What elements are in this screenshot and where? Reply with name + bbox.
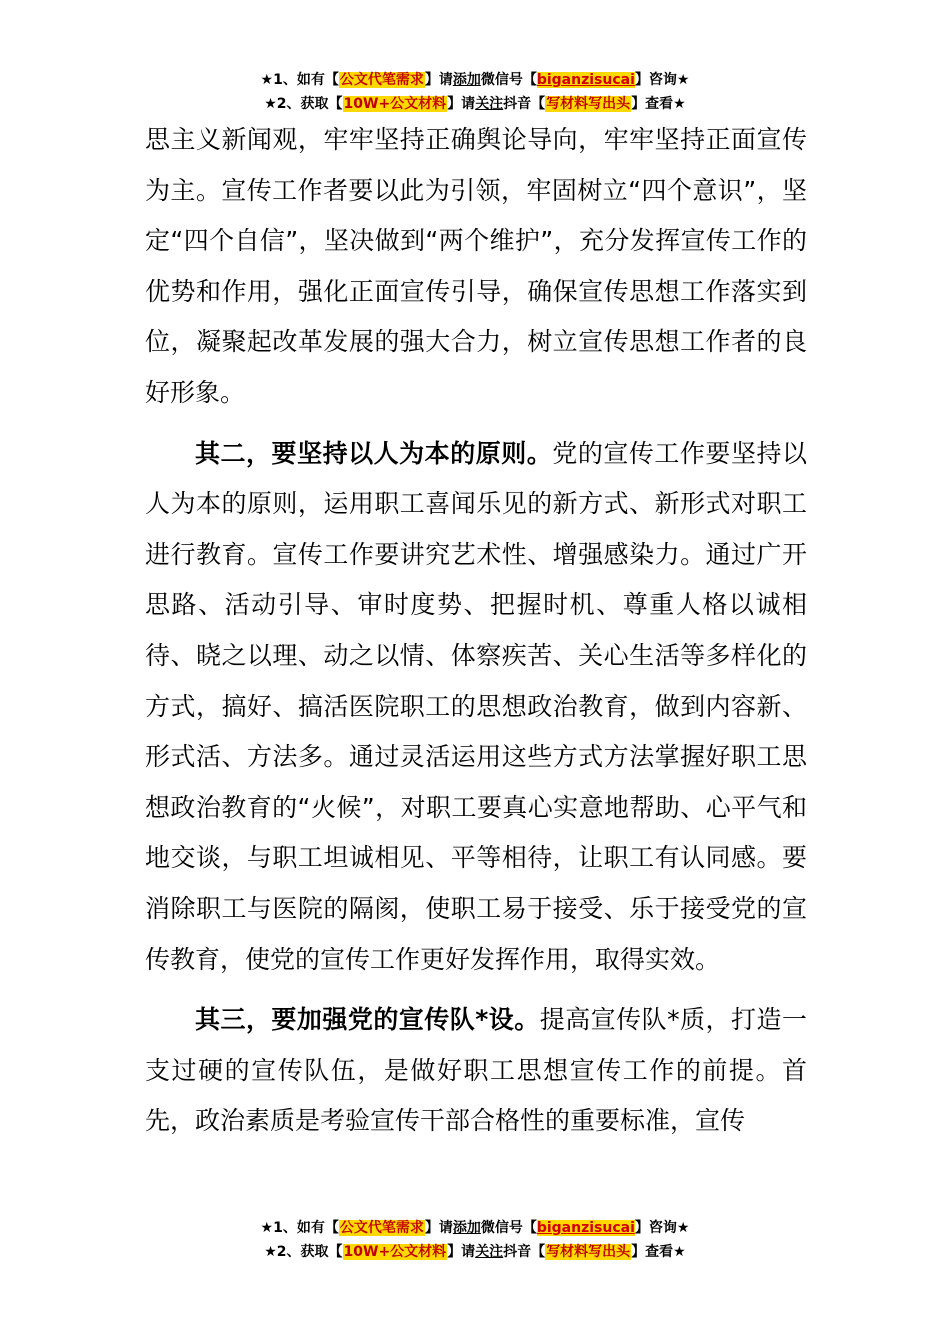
header-douyin-account: 写材料写出头 xyxy=(546,96,631,112)
footer-douyin-account: 写材料写出头 xyxy=(546,1244,631,1260)
footer-line1-suffix: 】咨询★ xyxy=(634,1220,690,1236)
footer-line-2 xyxy=(0,1240,950,1264)
paragraph-2-lead: 其二，要坚持以人为本的原则。 xyxy=(195,438,553,468)
footer-line2-highlight-materials: 10W+公文材料 xyxy=(343,1244,447,1260)
header-banner xyxy=(0,68,950,116)
header-line2-prefix: ★2、获取【 xyxy=(264,96,343,112)
footer-line1-middle2: 微信号【 xyxy=(480,1220,537,1236)
header-line2-middle2: 抖音【 xyxy=(503,96,546,112)
header-line1-suffix: 】咨询★ xyxy=(634,72,690,88)
footer-line2-suffix: 】查看★ xyxy=(631,1244,686,1260)
footer-line2-middle: 】请 xyxy=(447,1244,476,1260)
document-body xyxy=(145,115,807,1147)
paragraph-1: 思主义新闻观，牢牢坚持正确舆论导向，牢牢坚持正面宣传为主。宣传工作者要以此为引领，牢固树立“四个意识”，坚定“四个自信”，坚决做到“两个维护”，充分发挥宣传工作的优势和作用，强化正面宣传引导，确保宣传思想工作落实到位，凝聚起改革发展的强大合力，树立宣传思想工作者的良好形象。 xyxy=(145,125,807,407)
footer-line-1 xyxy=(0,1216,950,1240)
footer-line1-middle: 】请 xyxy=(424,1220,453,1236)
footer-line2-prefix: ★2、获取【 xyxy=(264,1244,343,1260)
footer-banner xyxy=(0,1216,950,1264)
paragraph-3-lead: 其三，要加强党的宣传队*设。 xyxy=(195,1005,540,1035)
paragraph-2-text: 党的宣传工作要坚持以人为本的原则，运用职工喜闻乐见的新方式、新形式对职工进行教育。宣传工作要讲究艺术性、增强感染力。通过广开思路、活动引导、审时度势、把握时机、尊重人格以诚相待、晓之以理、动之以情、体察疾苦、关心生活等多样化的方式，搞好、搞活医院职工的思想政治教育，做到内容新、形式活、方法多。通过灵活运用这些方式方法掌握好职工思想政治教育的“火候”，对职工要真心实意地帮助、心平气和地交谈，与职工坦诚相见、平等相待，让职工有认同感。要消除职工与医院的隔阂，使职工易于接受、乐于接受党的宣传教育，使党的宣传工作更好发挥作用，取得实效。 xyxy=(145,438,807,974)
paragraph-2 xyxy=(145,429,807,986)
header-line1-middle2: 微信号【 xyxy=(480,72,537,88)
header-line2-suffix: 】查看★ xyxy=(631,96,686,112)
header-line-1 xyxy=(0,68,950,92)
header-line-2 xyxy=(0,92,950,116)
footer-line1-prefix: ★1、如有【 xyxy=(260,1220,339,1236)
footer-line1-underlined: 添加 xyxy=(452,1220,481,1236)
footer-line2-middle2: 抖音【 xyxy=(503,1244,546,1260)
footer-line2-underlined: 关注 xyxy=(475,1244,504,1260)
footer-line1-highlight-service: 公文代笔需求 xyxy=(339,1220,424,1236)
header-line2-highlight-materials: 10W+公文材料 xyxy=(343,96,447,112)
header-line1-underlined: 添加 xyxy=(452,72,481,88)
header-line1-prefix: ★1、如有【 xyxy=(260,72,339,88)
header-line1-highlight-service: 公文代笔需求 xyxy=(339,72,424,88)
header-line2-middle: 】请 xyxy=(447,96,476,112)
header-line2-underlined: 关注 xyxy=(475,96,504,112)
paragraph-3-text: 提高宣传队*质，打造一支过硬的宣传队伍，是做好职工思想宣传工作的前提。首先，政治素质是考验宣传干部合格性的重要标准，宣传 xyxy=(145,1005,807,1136)
paragraph-3 xyxy=(145,995,807,1147)
footer-wechat-id: biganzisucai xyxy=(536,1220,635,1236)
header-line1-middle: 】请 xyxy=(424,72,453,88)
header-wechat-id: biganzisucai xyxy=(536,72,635,88)
